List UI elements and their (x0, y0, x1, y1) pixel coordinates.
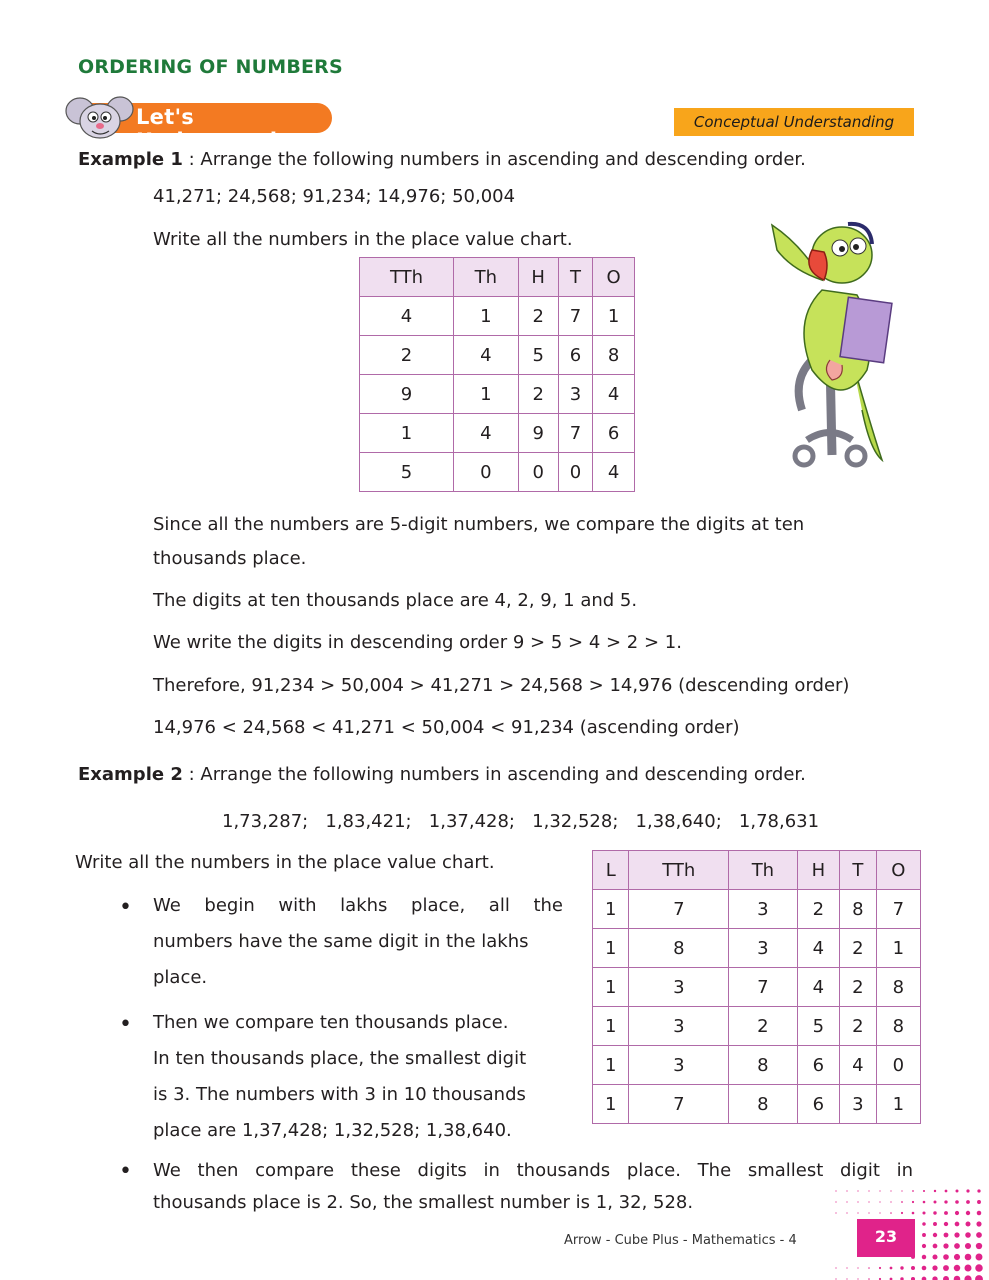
decoration-dot (933, 1222, 937, 1226)
table-cell: 2 (360, 336, 454, 375)
decoration-dot (975, 1275, 983, 1280)
table-cell: 2 (797, 890, 840, 929)
decoration-dot (943, 1265, 949, 1271)
example1-line2: The digits at ten thousands place are 4, 2, 9, 1 and 5. (153, 590, 638, 611)
table-cell: 8 (593, 336, 635, 375)
decoration-dot (954, 1276, 961, 1280)
bullet1-line: place. (153, 967, 208, 988)
table-cell: 8 (840, 890, 876, 929)
decoration-dot (835, 1267, 836, 1268)
decoration-dot (944, 1222, 948, 1226)
example1-line5: 14,976 < 24,568 < 41,271 < 50,004 < 91,234 (ascending order) (153, 717, 740, 738)
decoration-dot (955, 1222, 960, 1227)
decoration-dot (976, 1254, 983, 1261)
table-cell: 3 (729, 890, 797, 929)
table-cell: 8 (729, 1046, 797, 1085)
table-cell: 5 (797, 1007, 840, 1046)
decoration-dot (857, 1201, 858, 1202)
decoration-dot (922, 1277, 927, 1280)
decoration-dot (879, 1267, 881, 1269)
table-cell: 1 (876, 929, 920, 968)
parrot-illustration (752, 210, 927, 475)
decoration-dot (901, 1201, 903, 1203)
table-cell: 4 (840, 1046, 876, 1085)
decoration-dot (932, 1276, 937, 1280)
place-value-table-2 (592, 850, 921, 1124)
decoration-dot (922, 1211, 925, 1214)
decoration-dot (943, 1276, 949, 1280)
decoration-dot (965, 1243, 971, 1249)
example1-numbers: 41,271; 24,568; 91,234; 14,976; 50,004 (153, 186, 516, 207)
place-value-table-1 (359, 257, 635, 492)
footer-book-title: Arrow - Cube Plus - Mathematics - 4 (564, 1233, 797, 1248)
decoration-dot (965, 1232, 971, 1238)
decoration-dot (954, 1232, 959, 1237)
decoration-dot (966, 1211, 970, 1215)
table-header-cell: Th (454, 258, 519, 297)
table-row (593, 1085, 921, 1124)
decoration-dot (944, 1211, 948, 1215)
decoration-dot (911, 1266, 915, 1270)
table-row (593, 968, 921, 1007)
banner-label: Let's Understand (136, 105, 278, 153)
decoration-dot (912, 1212, 915, 1215)
table-cell: 7 (629, 890, 729, 929)
decoration-dot (922, 1233, 926, 1237)
table-cell: 6 (797, 1046, 840, 1085)
table-row (593, 929, 921, 968)
table-cell: 8 (876, 1007, 920, 1046)
table-cell: 1 (454, 297, 519, 336)
decoration-dot (846, 1267, 847, 1268)
table-cell: 2 (729, 1007, 797, 1046)
table-cell: 7 (629, 1085, 729, 1124)
decoration-dot (923, 1190, 925, 1192)
decoration-dot (945, 1190, 948, 1193)
decoration-dot (922, 1255, 926, 1259)
decoration-dot (922, 1244, 926, 1248)
decoration-dot (934, 1190, 936, 1192)
decoration-dot (857, 1278, 858, 1279)
table-cell: 3 (629, 1046, 729, 1085)
decoration-dot (868, 1267, 870, 1269)
decoration-dot (868, 1190, 869, 1191)
table-header-cell: T (840, 851, 876, 890)
table-cell: 3 (558, 375, 592, 414)
table-header-cell: O (593, 258, 635, 297)
table-cell: 1 (454, 375, 519, 414)
decoration-dot (955, 1211, 959, 1215)
table-cell: 3 (840, 1085, 876, 1124)
bullet-dot: • (119, 895, 132, 920)
table-cell: 1 (593, 1007, 629, 1046)
mouse-mascot-icon (64, 93, 140, 143)
table-row (360, 414, 635, 453)
table-cell: 7 (876, 890, 920, 929)
table-cell: 1 (593, 1046, 629, 1085)
table-header-cell: T (558, 258, 592, 297)
table-cell: 8 (876, 968, 920, 1007)
decoration-dot (966, 1222, 971, 1227)
table-cell: 4 (360, 297, 454, 336)
table-cell: 4 (797, 929, 840, 968)
decoration-dot (966, 1189, 969, 1192)
bullet3-line: We then compare these digits in thousands place. The smallest digit in (153, 1160, 913, 1181)
table-cell: 1 (593, 890, 629, 929)
decoration-dot (900, 1266, 903, 1269)
decoration-dot (911, 1222, 914, 1225)
decoration-dot (890, 1212, 892, 1214)
bullet-dot: • (119, 1012, 132, 1037)
table-cell: 9 (518, 414, 558, 453)
decoration-dot (911, 1244, 915, 1248)
bullet1-line: numbers have the same digit in the lakhs (153, 931, 529, 952)
decoration-dot (922, 1266, 927, 1271)
decoration-dot (966, 1200, 970, 1204)
table-cell: 2 (840, 929, 876, 968)
table-cell: 3 (629, 968, 729, 1007)
table-cell: 1 (593, 1085, 629, 1124)
decoration-dot (943, 1243, 948, 1248)
table-cell: 4 (454, 414, 519, 453)
decoration-dot (977, 1189, 980, 1192)
bullet1-text (153, 888, 563, 996)
table-cell: 2 (840, 968, 876, 1007)
decoration-dot (964, 1264, 971, 1271)
table-header-cell: TTh (629, 851, 729, 890)
bullet3-text (153, 1155, 913, 1219)
example1-line1: Since all the numbers are 5-digit numbers, we compare the digits at ten (153, 514, 805, 535)
decoration-dot (923, 1201, 926, 1204)
bullet2-text (153, 1005, 563, 1149)
table-cell: 1 (593, 929, 629, 968)
table-cell: 9 (360, 375, 454, 414)
decoration-dot (901, 1190, 902, 1191)
table-cell: 6 (593, 414, 635, 453)
bullet-dot: • (119, 1159, 132, 1184)
decoration-dot (955, 1200, 959, 1204)
table-cell: 2 (840, 1007, 876, 1046)
table-cell: 6 (558, 336, 592, 375)
example1-prompt (78, 148, 806, 172)
decoration-dot (954, 1243, 960, 1249)
table-cell: 7 (558, 414, 592, 453)
table-header-row (593, 851, 921, 890)
example2-numbers: 1,73,287; 1,83,421; 1,37,428; 1,32,528; 1,38,640; 1,78,631 (222, 811, 820, 832)
decoration-dot (890, 1201, 891, 1202)
decoration-dot (976, 1243, 982, 1249)
example1-chart-intro: Write all the numbers in the place value chart. (153, 229, 573, 250)
example2-label: Example 2 (78, 764, 183, 785)
decoration-dot (868, 1212, 869, 1213)
decoration-dot (846, 1212, 847, 1213)
table-cell: 0 (518, 453, 558, 492)
decoration-dot (912, 1190, 914, 1192)
conceptual-understanding-tag: Conceptual Understanding (674, 108, 914, 136)
table-cell: 2 (518, 375, 558, 414)
table-cell: 3 (729, 929, 797, 968)
decoration-dot (846, 1190, 847, 1191)
decoration-dot (890, 1190, 891, 1191)
table-header-cell: O (876, 851, 920, 890)
decoration-dot (911, 1233, 914, 1236)
bullet1-line: We begin with lakhs place, all the (153, 895, 563, 916)
lets-understand-banner (64, 99, 336, 153)
table-cell: 1 (593, 968, 629, 1007)
table-row (360, 297, 635, 336)
example1-line3: We write the digits in descending order 9 > 5 > 4 > 2 > 1. (153, 632, 682, 653)
table-cell: 4 (454, 336, 519, 375)
table-cell: 0 (558, 453, 592, 492)
decoration-dot (879, 1201, 880, 1202)
decoration-dot (922, 1222, 925, 1225)
section-heading: ORDERING OF NUMBERS (78, 56, 343, 78)
decoration-dot (977, 1211, 982, 1216)
decoration-dot (912, 1201, 914, 1203)
table-cell: 4 (797, 968, 840, 1007)
example1-label: Example 1 (78, 149, 183, 170)
table-cell: 1 (593, 297, 635, 336)
decoration-dot (954, 1254, 960, 1260)
decoration-dot (975, 1264, 983, 1272)
decoration-dot (934, 1201, 937, 1204)
example2-prompt-text: : Arrange the following numbers in ascending and descending order. (182, 764, 806, 785)
decoration-dot (857, 1267, 858, 1268)
table-header-cell: H (797, 851, 840, 890)
decoration-dot (964, 1275, 971, 1280)
decoration-dot (965, 1254, 972, 1261)
decoration-dot (932, 1254, 937, 1259)
decoration-dot (933, 1211, 936, 1214)
table-cell: 0 (876, 1046, 920, 1085)
table-cell: 8 (729, 1085, 797, 1124)
decoration-dot (932, 1265, 937, 1270)
table-cell: 5 (518, 336, 558, 375)
table-cell: 1 (360, 414, 454, 453)
decoration-dot (901, 1212, 903, 1214)
table-header-cell: TTh (360, 258, 454, 297)
decoration-dot (835, 1201, 836, 1202)
example2-prompt (78, 763, 806, 787)
example1-prompt-text: : Arrange the following numbers in ascending and descending order. (182, 149, 806, 170)
decoration-dot (857, 1212, 858, 1213)
decoration-dot (976, 1221, 981, 1226)
table-row (593, 1007, 921, 1046)
table-cell: 3 (629, 1007, 729, 1046)
decoration-dot (976, 1232, 982, 1238)
bullet2-line: Then we compare ten thousands place. (153, 1012, 509, 1033)
bullet2-line: place are 1,37,428; 1,32,528; 1,38,640. (153, 1120, 512, 1141)
example1-line4: Therefore, 91,234 > 50,004 > 41,271 > 24,568 > 14,976 (descending order) (153, 675, 850, 696)
table-cell: 7 (729, 968, 797, 1007)
decoration-dot (954, 1265, 960, 1271)
table-row (360, 453, 635, 492)
decoration-dot (944, 1200, 947, 1203)
decoration-dot (846, 1278, 847, 1279)
decoration-dot (977, 1200, 981, 1204)
decoration-dot (835, 1190, 836, 1191)
decoration-dot (933, 1244, 938, 1249)
bullet3-line: thousands place is 2. So, the smallest number is 1, 32, 528. (153, 1192, 694, 1213)
page-number: 23 (857, 1219, 915, 1257)
decoration-dot (857, 1190, 858, 1191)
table-row (360, 375, 635, 414)
decoration-dot (890, 1267, 893, 1270)
decoration-dot (956, 1190, 959, 1193)
table-row (360, 336, 635, 375)
example2-chart-intro: Write all the numbers in the place value chart. (75, 852, 495, 873)
table-cell: 6 (797, 1085, 840, 1124)
decoration-dot (944, 1233, 949, 1238)
table-cell: 5 (360, 453, 454, 492)
decoration-dot (911, 1255, 915, 1259)
bullet2-line: In ten thousands place, the smallest digit (153, 1048, 527, 1069)
decoration-dot (868, 1201, 869, 1202)
table-cell: 2 (518, 297, 558, 336)
decoration-dot (879, 1190, 880, 1191)
table-header-row (360, 258, 635, 297)
dot-pattern-decoration (830, 1185, 989, 1280)
decoration-dot (846, 1201, 847, 1202)
decoration-dot (943, 1254, 949, 1260)
table-cell: 1 (876, 1085, 920, 1124)
decoration-dot (835, 1212, 836, 1213)
table-cell: 4 (593, 375, 635, 414)
bullet2-line: is 3. The numbers with 3 in 10 thousands (153, 1084, 526, 1105)
table-header-cell: L (593, 851, 629, 890)
table-cell: 0 (454, 453, 519, 492)
table-row (593, 1046, 921, 1085)
table-cell: 7 (558, 297, 592, 336)
table-row (593, 890, 921, 929)
decoration-dot (879, 1212, 880, 1213)
table-cell: 8 (629, 929, 729, 968)
decoration-dot (933, 1233, 937, 1237)
table-header-cell: Th (729, 851, 797, 890)
example1-line1b: thousands place. (153, 548, 307, 569)
table-header-cell: H (518, 258, 558, 297)
table-cell: 4 (593, 453, 635, 492)
decoration-dot (835, 1278, 836, 1279)
